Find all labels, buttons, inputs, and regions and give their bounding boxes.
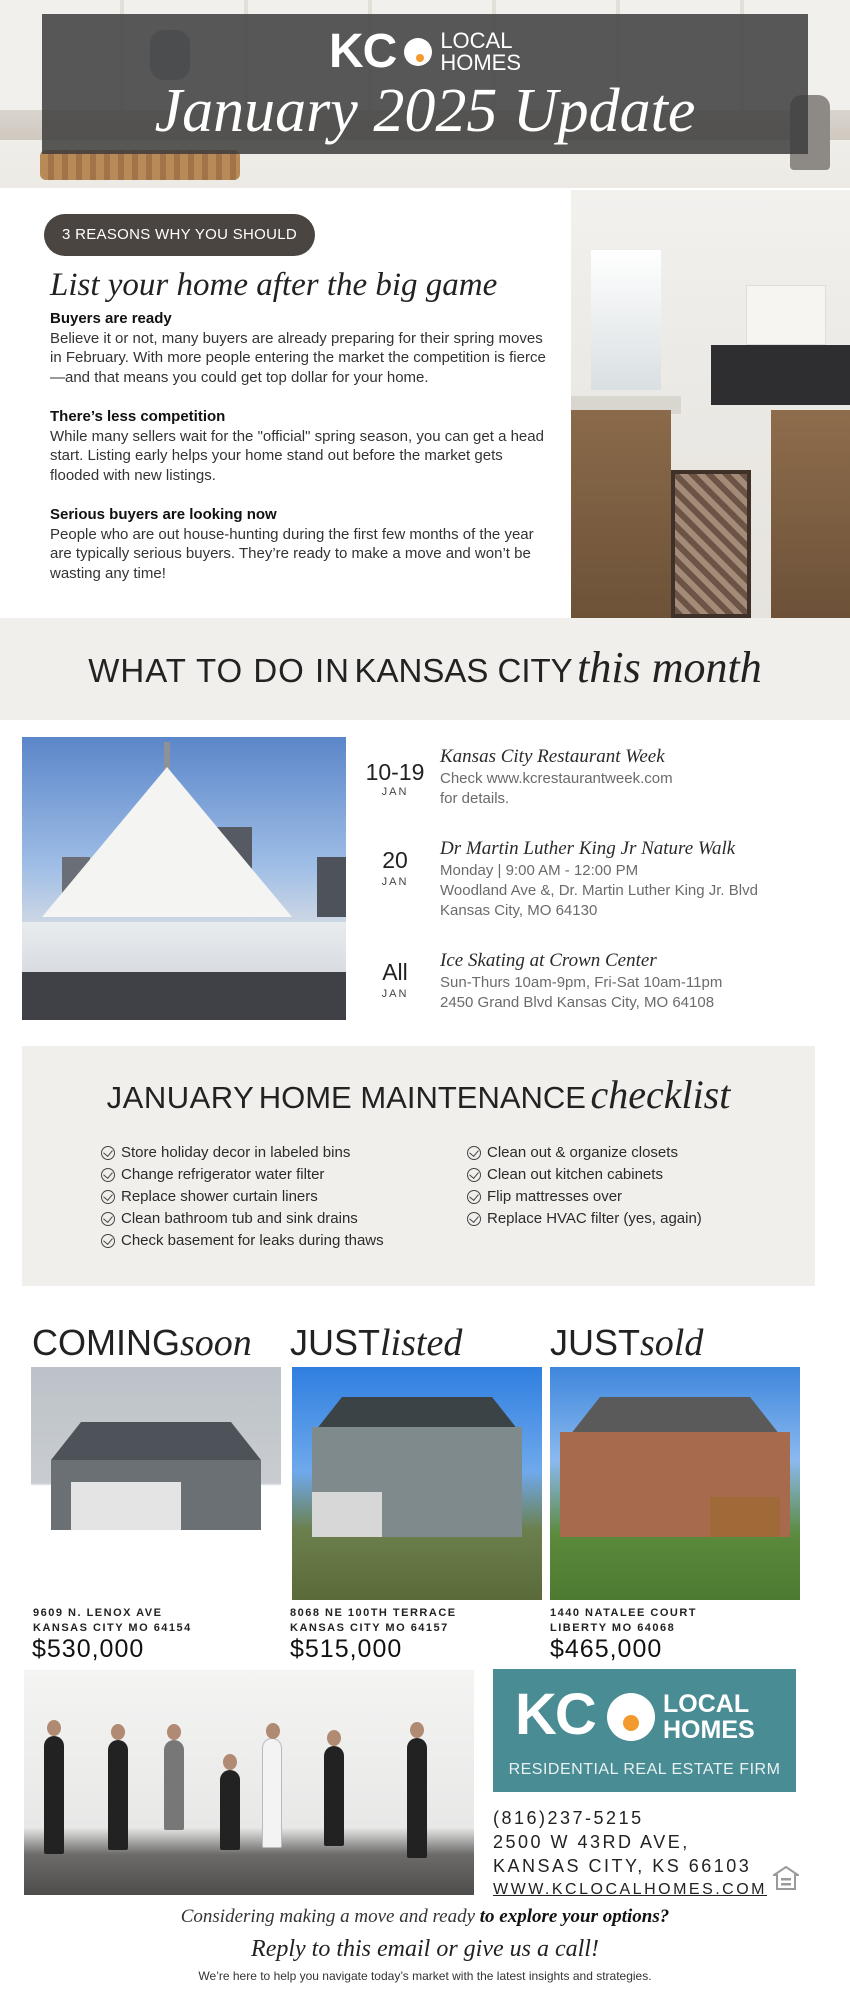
event-month: JAN [381, 988, 409, 1000]
event-detail: Woodland Ave &, Dr. Martin Luther King Jr. Blvd [440, 882, 758, 899]
team-member [108, 1740, 128, 1850]
event-body [440, 745, 820, 809]
cta-line-1-b: to explore your options? [479, 1906, 670, 1927]
month-heading-bold: KANSAS CITY [354, 652, 573, 689]
checklist-column-right [467, 1142, 767, 1230]
cta-line-1 [0, 1904, 850, 1930]
team-photo [24, 1670, 474, 1895]
house-roof [51, 1422, 261, 1460]
logo-mark-icon [607, 1693, 655, 1741]
rink-railing [22, 972, 346, 1020]
event-name: Dr Martin Luther King Jr Nature Walk [440, 838, 736, 859]
kitchen-window [591, 250, 661, 390]
check-circle-icon [101, 1190, 115, 1204]
team-member [220, 1770, 240, 1850]
event-item [360, 837, 830, 927]
checklist-item-label: Flip mattresses over [487, 1188, 623, 1205]
listing-photo[interactable] [550, 1367, 800, 1600]
contact-block [493, 1806, 793, 1902]
listing-price: $465,000 [550, 1635, 663, 1663]
kitchen-photo [571, 190, 850, 618]
garage-door [312, 1492, 382, 1537]
event-detail: Kansas City, MO 64130 [440, 902, 598, 919]
event-item [360, 949, 830, 1019]
team-member [164, 1740, 184, 1830]
logo-line2: HOMES [440, 50, 521, 75]
checklist-item [467, 1208, 767, 1230]
event-detail: Check www.kcrestaurantweek.com [440, 770, 673, 787]
checklist-item [101, 1142, 441, 1164]
team-member [262, 1738, 282, 1848]
checklist-item-label: Replace HVAC filter (yes, again) [487, 1210, 702, 1227]
event-month: JAN [381, 876, 409, 888]
listing-price: $530,000 [32, 1635, 145, 1663]
listing-street: 9609 N. LENOX AVE [33, 1607, 163, 1619]
checklist-item [467, 1142, 767, 1164]
checklist-heading [22, 1070, 815, 1129]
reason-text: Believe it or not, many buyers are already preparing for their spring moves in February. With more people entering the market the competition is fierce—and that means you could get top dollar for your home. [50, 329, 546, 386]
logo-wordmark [440, 30, 521, 74]
listing-address [290, 1606, 457, 1636]
listing-street: 8068 NE 100TH TERRACE [290, 1607, 457, 1619]
house-roof [570, 1397, 780, 1435]
month-heading-light: WHAT TO DO IN [88, 652, 351, 689]
listing-photo[interactable] [31, 1367, 281, 1600]
listing-photo[interactable] [292, 1367, 542, 1600]
listing-price: $515,000 [290, 1635, 403, 1663]
listing-heading-script: listed [380, 1322, 463, 1364]
listing-street: 1440 NATALEE COURT [550, 1607, 698, 1619]
brand-kc: KC [515, 1682, 595, 1747]
reasons-heading: List your home after the big game [50, 267, 498, 303]
checklist-item-label: Check basement for leaks during thaws [121, 1232, 384, 1249]
checklist-item [467, 1186, 767, 1208]
check-circle-icon [101, 1168, 115, 1182]
checklist-column-left [101, 1142, 441, 1252]
check-circle-icon [101, 1146, 115, 1160]
checklist-item-label: Clean out kitchen cabinets [487, 1166, 663, 1183]
check-circle-icon [467, 1168, 481, 1182]
checklist-item [101, 1208, 441, 1230]
city-address: KANSAS CITY, KS 66103 [493, 1856, 752, 1876]
reason-item [50, 309, 550, 387]
reason-text: While many sellers wait for the "official" spring season, you can get a head start. Listing early helps your home stand out before the market gets flooded with new listings. [50, 427, 544, 484]
garage-door [710, 1497, 780, 1537]
reason-title: There’s less competition [50, 408, 226, 425]
event-detail: for details. [440, 790, 510, 807]
checklist-heading-light: JANUARY [106, 1080, 255, 1115]
logo-line1: LOCAL [440, 28, 513, 53]
event-month: JAN [381, 786, 409, 798]
team-member [407, 1738, 427, 1858]
reasons-list [50, 309, 550, 603]
listing-city: LIBERTY MO 64068 [550, 1622, 676, 1634]
kitchen-island [571, 410, 671, 618]
website-link[interactable]: WWW.KCLOCALHOMES.COM [493, 1881, 768, 1898]
checklist-item [101, 1164, 441, 1186]
tent-canopy [42, 767, 292, 917]
team-member [324, 1746, 344, 1846]
event-detail: Monday | 9:00 AM - 12:00 PM [440, 862, 639, 879]
event-name: Kansas City Restaurant Week [440, 746, 665, 767]
reason-title: Buyers are ready [50, 310, 172, 327]
event-body [440, 837, 820, 921]
month-heading [0, 640, 850, 706]
cta-line-3: We’re here to help you navigate today’s market with the latest insights and strategies. [198, 1969, 652, 1983]
listing-heading-script: sold [640, 1322, 704, 1364]
event-date: 10-19 [365, 759, 425, 785]
logo-mark-icon [404, 38, 432, 66]
street-address: 2500 W 43RD AVE, [493, 1832, 690, 1852]
listing-heading-word: JUST [290, 1322, 380, 1363]
checklist-item [101, 1230, 441, 1252]
event-date: 20 [382, 847, 408, 873]
cta-line-1-a: Considering making a move and ready [180, 1906, 476, 1927]
reason-title: Serious buyers are looking now [50, 506, 277, 523]
crown-center-ice-photo [22, 737, 346, 1020]
brand-homes: HOMES [663, 1716, 755, 1744]
team-member [44, 1736, 64, 1854]
cta-line-2: Reply to this email or give us a call! [251, 1936, 599, 1962]
listing-heading-word: COMING [32, 1322, 180, 1363]
checklist-item [101, 1186, 441, 1208]
range-hood [746, 285, 826, 345]
reason-text: People who are out house-hunting during the first few months of the year are typically serious buyers. They’re ready to make a move and won’t be wasting any time! [50, 525, 534, 582]
equal-housing-icon [773, 1866, 799, 1890]
event-item [360, 745, 830, 815]
event-date: All [382, 959, 408, 985]
checklist-heading-script: checklist [590, 1072, 731, 1117]
check-circle-icon [467, 1146, 481, 1160]
month-heading-script: this month [577, 643, 762, 692]
reasons-pill: 3 REASONS WHY YOU SHOULD [44, 214, 315, 256]
listing-address [550, 1606, 697, 1636]
listing-city: KANSAS CITY MO 64157 [290, 1622, 449, 1634]
building [317, 857, 346, 917]
reason-item [50, 407, 550, 485]
brand-tagline: RESIDENTIAL REAL ESTATE FIRM [508, 1761, 781, 1778]
check-circle-icon [101, 1212, 115, 1226]
event-detail: Sun-Thurs 10am-9pm, Fri-Sat 10am-11pm [440, 974, 723, 991]
backsplash [711, 345, 850, 405]
listing-heading-word: JUST [550, 1322, 640, 1363]
woven-basket [40, 150, 240, 180]
brand-local: LOCAL [663, 1690, 750, 1718]
checklist-item [467, 1164, 767, 1186]
event-detail: 2450 Grand Blvd Kansas City, MO 64108 [440, 994, 715, 1011]
phone-number[interactable]: (816)237-5215 [493, 1808, 644, 1828]
checklist-heading-bold: HOME MAINTENANCE [258, 1080, 586, 1115]
event-body [440, 949, 820, 1013]
checklist-item-label: Replace shower curtain liners [121, 1188, 318, 1205]
kitchen-cabinets [771, 410, 850, 618]
check-circle-icon [101, 1234, 115, 1248]
brand-wordmark [663, 1691, 755, 1743]
coming-soon-heading [32, 1320, 252, 1366]
just-sold-heading [550, 1320, 703, 1366]
header-logo [0, 25, 850, 78]
listing-heading-script: soon [180, 1322, 252, 1364]
event-name: Ice Skating at Crown Center [440, 950, 657, 971]
logo-kc: KC [328, 25, 397, 78]
checklist-item-label: Clean bathroom tub and sink drains [121, 1210, 358, 1227]
garage-door [71, 1482, 181, 1530]
listing-city: KANSAS CITY MO 64154 [33, 1622, 192, 1634]
just-listed-heading [290, 1320, 462, 1366]
newsletter-title: January 2025 Update [154, 77, 696, 145]
listing-address [33, 1606, 192, 1636]
check-circle-icon [467, 1190, 481, 1204]
runner-rug [671, 470, 751, 618]
check-circle-icon [467, 1212, 481, 1226]
brand-logo-box[interactable] [493, 1669, 796, 1792]
checklist-item-label: Store holiday decor in labeled bins [121, 1144, 351, 1161]
checklist-item-label: Change refrigerator water filter [121, 1166, 325, 1183]
reason-item [50, 505, 550, 583]
checklist-item-label: Clean out & organize closets [487, 1144, 678, 1161]
